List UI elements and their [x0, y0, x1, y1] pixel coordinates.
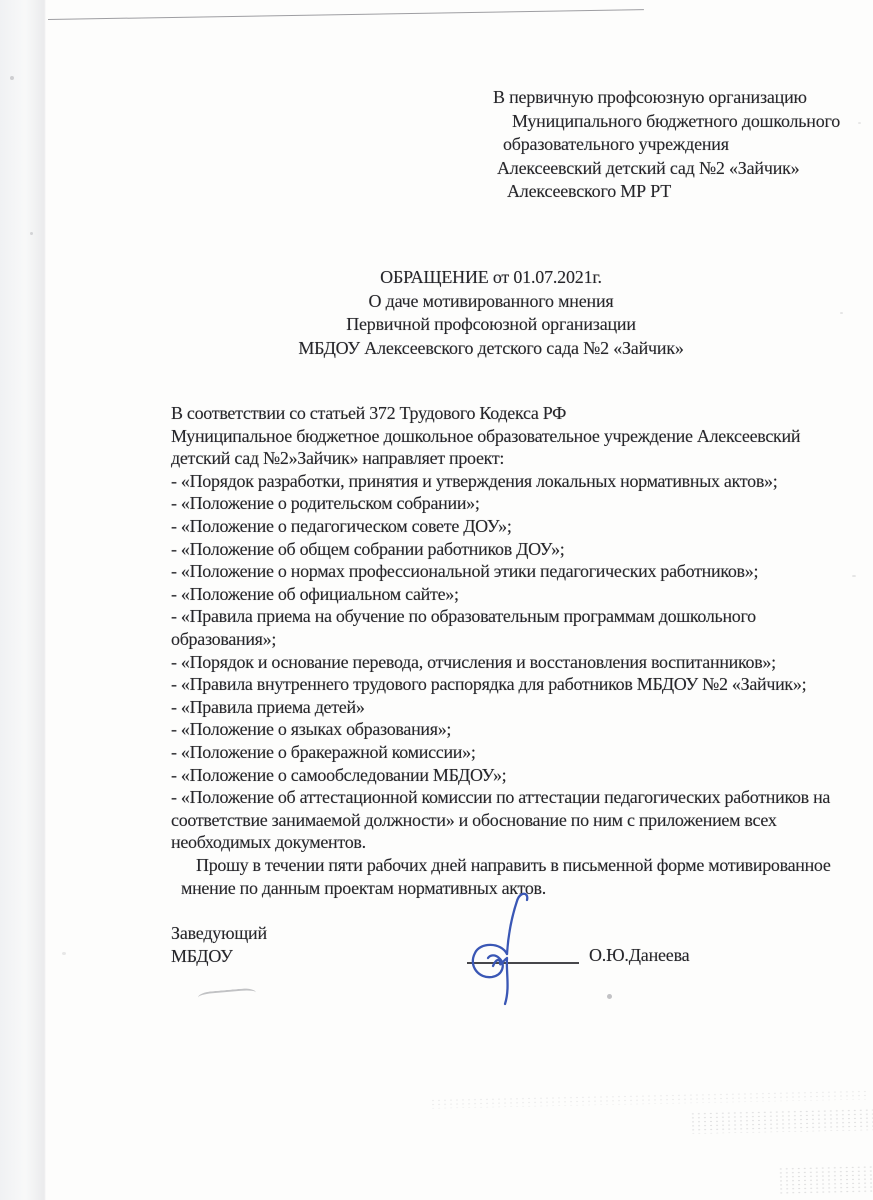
- signature-stroke: [507, 894, 527, 954]
- recipient-line: В первичную профсоюзную организацию: [493, 87, 807, 107]
- scan-speck: [852, 575, 856, 577]
- signer-position-line: МБДОУ: [171, 946, 233, 966]
- body-line: - «Правила внутреннего трудового распорядка для работников МБДОУ №2 «Зайчик»;: [171, 674, 807, 695]
- signer-position-block: [171, 922, 267, 968]
- body-line: - «Положение о бракеражной комиссии»;: [171, 741, 476, 762]
- scan-speck: [30, 232, 33, 235]
- scan-noise-band: [778, 1165, 873, 1195]
- scan-speck: [607, 994, 612, 999]
- recipient-block: [493, 86, 840, 204]
- scan-left-edge-band: [0, 0, 46, 1200]
- closing-line: Прошу в течении пяти рабочих дней направить в письменной форме мотивированное: [196, 855, 831, 875]
- signature-stroke: [493, 958, 508, 1004]
- handwritten-signature: [448, 888, 563, 1010]
- recipient-line: Алексеевского МР РТ: [507, 181, 672, 201]
- scan-top-edge-line: [48, 9, 644, 20]
- body-line: соответствие занимаемой должности» и обоснование по ним с приложением всех: [171, 809, 777, 830]
- scan-noise-band: [430, 1089, 870, 1108]
- signature-stroke: [473, 945, 507, 977]
- scan-speck: [840, 312, 843, 314]
- body-line: - «Правила приема на обучение по образовательным программам дошкольного: [171, 606, 756, 627]
- body-line: - «Положение о нормах профессиональной этики педагогических работников»;: [171, 561, 759, 582]
- body-line: - «Порядок разработки, принятия и утверждения локальных нормативных актов»;: [171, 470, 778, 491]
- title-line: О даче мотивированного мнения: [368, 290, 614, 311]
- body-line: - «Порядок и основание перевода, отчисления и восстановления воспитанников»;: [171, 651, 776, 672]
- recipient-line: Алексеевский детский сад №2 «Зайчик»: [497, 157, 800, 178]
- body-line: детский сад №2»Зайчик» направляет проект:: [171, 448, 505, 469]
- signer-position-line: Заведующий: [171, 923, 267, 943]
- body-line: необходимых документов.: [171, 832, 366, 853]
- scan-speck: [858, 122, 861, 124]
- scan-noise-band: [690, 1108, 873, 1134]
- body-line: - «Правила приема детей»: [171, 696, 365, 717]
- body-line: - «Положение о педагогическом совете ДОУ»;: [171, 515, 512, 536]
- body-line: - «Положение об официальном сайте»;: [171, 583, 459, 604]
- closing-line: мнение по данным проектам нормативных актов.: [181, 877, 546, 898]
- scan-speck: [768, 682, 771, 684]
- title-line: ОБРАЩЕНИЕ от 01.07.2021г.: [380, 267, 602, 287]
- body-line: - «Положение об общем собрании работников ДОУ»;: [171, 538, 565, 559]
- scan-smudge: [198, 987, 257, 1002]
- body-text-block: [171, 402, 871, 854]
- body-line: Муниципальное бюджетное дошкольное образовательное учреждение Алексеевский: [171, 425, 801, 446]
- scan-speck: [62, 952, 66, 955]
- body-line: - «Положение об аттестационной комиссии по аттестации педагогических работников на: [171, 787, 831, 808]
- body-line: образования»;: [171, 628, 277, 649]
- recipient-line: Муниципального бюджетного дошкольного: [512, 110, 841, 131]
- title-line: МБДОУ Алексеевского детского сада №2 «Зайчик»: [298, 338, 684, 359]
- signer-name: О.Ю.Данеева: [589, 945, 690, 965]
- recipient-line: образовательного учреждения: [503, 134, 729, 154]
- body-line: - «Положение о языках образования»;: [171, 719, 452, 740]
- body-line: В соответствии со статьей 372 Трудового Кодекса РФ: [171, 403, 567, 423]
- document-title-block: [110, 266, 872, 361]
- scan-speck: [10, 76, 14, 80]
- body-line: - «Положение о родительском собрании»;: [171, 493, 480, 514]
- body-line: - «Положение о самообследовании МБДОУ»;: [171, 764, 507, 785]
- title-line: Первичной профсоюзной организации: [346, 314, 636, 335]
